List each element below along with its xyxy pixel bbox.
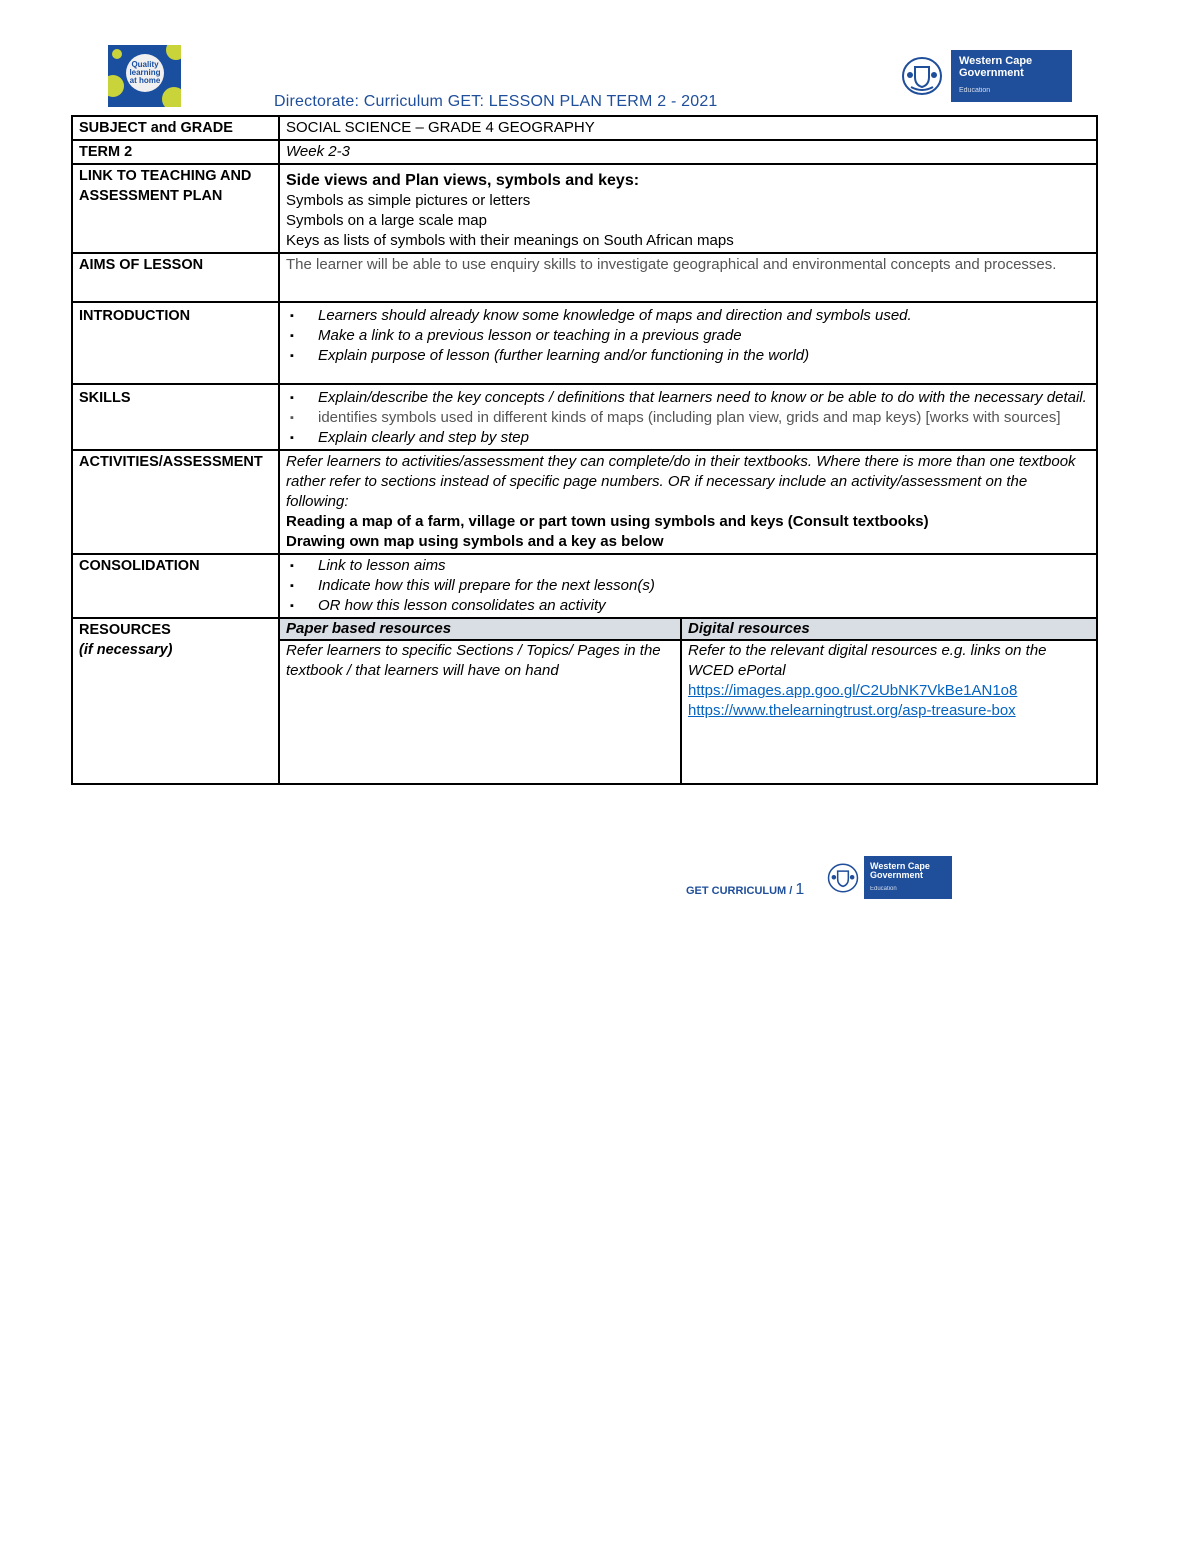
resources-cell: [279, 618, 1097, 784]
quality-learning-logo-text: Quality learning at home: [126, 54, 164, 92]
logo-sub: Education: [959, 87, 991, 94]
coat-of-arms-icon: [893, 50, 951, 102]
footer-coat-of-arms-icon: [822, 856, 864, 899]
list-item: ▪ Indicate how this will prepare for the next lesson(s): [318, 576, 1090, 596]
list-item: ▪ identifies symbols used in different kinds of maps (including plan view, grids and map keys) [works with sources]: [318, 408, 1090, 428]
list-item: ▪ Learners should already know some knowledge of maps and direction and symbols used.: [318, 306, 1090, 326]
quality-learning-logo: [108, 45, 181, 107]
row-subject: [72, 116, 1097, 140]
consolidation-cell: [279, 554, 1097, 618]
digital-heading: Digital resources: [681, 619, 1096, 640]
western-cape-government-logo: [893, 50, 1072, 102]
list-item: ▪ Explain/describe the key concepts / definitions that learners need to know or be able to do with the necessary detail.: [318, 388, 1090, 408]
row-skills: [72, 384, 1097, 450]
aims-label: AIMS OF LESSON: [72, 253, 279, 302]
link-line: Symbols as simple pictures or letters: [286, 192, 531, 209]
footer-text: GET CURRICULUM /: [686, 885, 796, 897]
row-activities: [72, 450, 1097, 554]
row-aims: [72, 253, 1097, 302]
intro-label: INTRODUCTION: [72, 302, 279, 384]
logo-line-2: Government: [959, 67, 1024, 79]
digital-cell: [681, 640, 1096, 783]
paper-heading: Paper based resources: [280, 619, 681, 640]
link-cell: [279, 164, 1097, 253]
footer-logo-line-1: Western Cape: [870, 860, 930, 871]
term-label: TERM 2: [72, 140, 279, 164]
row-consolidation: [72, 554, 1097, 618]
list-item: ▪ OR how this lesson consolidates an activity: [318, 596, 1090, 616]
term-value: Week 2-3: [279, 140, 1097, 164]
list-item: ▪ Link to lesson aims: [318, 556, 1090, 576]
lesson-plan-table: [71, 115, 1098, 785]
resources-label: RESOURCES: [79, 622, 171, 638]
consolidation-label: CONSOLIDATION: [72, 554, 279, 618]
resources-label-cell: [72, 618, 279, 784]
resources-table: [280, 619, 1096, 783]
footer-logo-line-2: Government: [870, 869, 924, 880]
page-number: 1: [795, 881, 805, 898]
link-line: Symbols on a large scale map: [286, 212, 487, 229]
subject-label: SUBJECT and GRADE: [72, 116, 279, 140]
digital-link-2[interactable]: https://www.thelearningtrust.org/asp-treasure-box: [688, 702, 1016, 719]
digital-link-1[interactable]: https://images.app.goo.gl/C2UbNK7VkBe1AN1o8: [688, 682, 1018, 699]
row-link: [72, 164, 1097, 253]
footer-western-cape-logo: [822, 856, 952, 899]
link-label: LINK TO TEACHING AND ASSESSMENT PLAN: [72, 164, 279, 253]
digital-text: Refer to the relevant digital resources e.g. links on the WCED ePortal: [688, 642, 1047, 679]
activities-label: ACTIVITIES/ASSESSMENT: [72, 450, 279, 554]
footer-logo-sub: Education: [870, 885, 897, 892]
aims-value: The learner will be able to use enquiry skills to investigate geographical and environmental concepts and processes.: [279, 253, 1097, 302]
subject-value: SOCIAL SCIENCE – GRADE 4 GEOGRAPHY: [279, 116, 1097, 140]
page-title: Directorate: Curriculum GET: LESSON PLAN TERM 2 - 2021: [274, 93, 718, 110]
activities-bold-2: Drawing own map using symbols and a key as below: [286, 533, 664, 550]
paper-text: Refer learners to specific Sections / Topics/ Pages in the textbook / that learners will have on hand: [286, 642, 661, 679]
intro-cell: [279, 302, 1097, 384]
row-resources: [72, 618, 1097, 784]
link-heading: Side views and Plan views, symbols and keys:: [286, 172, 640, 189]
list-item: ▪ Explain clearly and step by step: [318, 428, 1090, 448]
activities-cell: [279, 450, 1097, 554]
row-introduction: [72, 302, 1097, 384]
activities-text: Refer learners to activities/assessment they can complete/do in their textbooks. Where there is more than one textbook rather refer to sections instead of specific page numbers. OR if necessary include an activity/assessment on the following:: [286, 453, 1076, 510]
link-line: Keys as lists of symbols with their meanings on South African maps: [286, 232, 734, 249]
footer-label: [686, 881, 804, 899]
row-term: [72, 140, 1097, 164]
skills-cell: [279, 384, 1097, 450]
activities-bold-1: Reading a map of a farm, village or part town using symbols and keys (Consult textbooks): [286, 513, 929, 530]
list-item: ▪ Make a link to a previous lesson or teaching in a previous grade: [318, 326, 1090, 346]
logo-line-1: Western Cape: [959, 55, 1033, 67]
skills-label: SKILLS: [72, 384, 279, 450]
list-item: ▪ Explain purpose of lesson (further learning and/or functioning in the world): [318, 346, 1090, 366]
resources-sub: (if necessary): [79, 642, 173, 658]
